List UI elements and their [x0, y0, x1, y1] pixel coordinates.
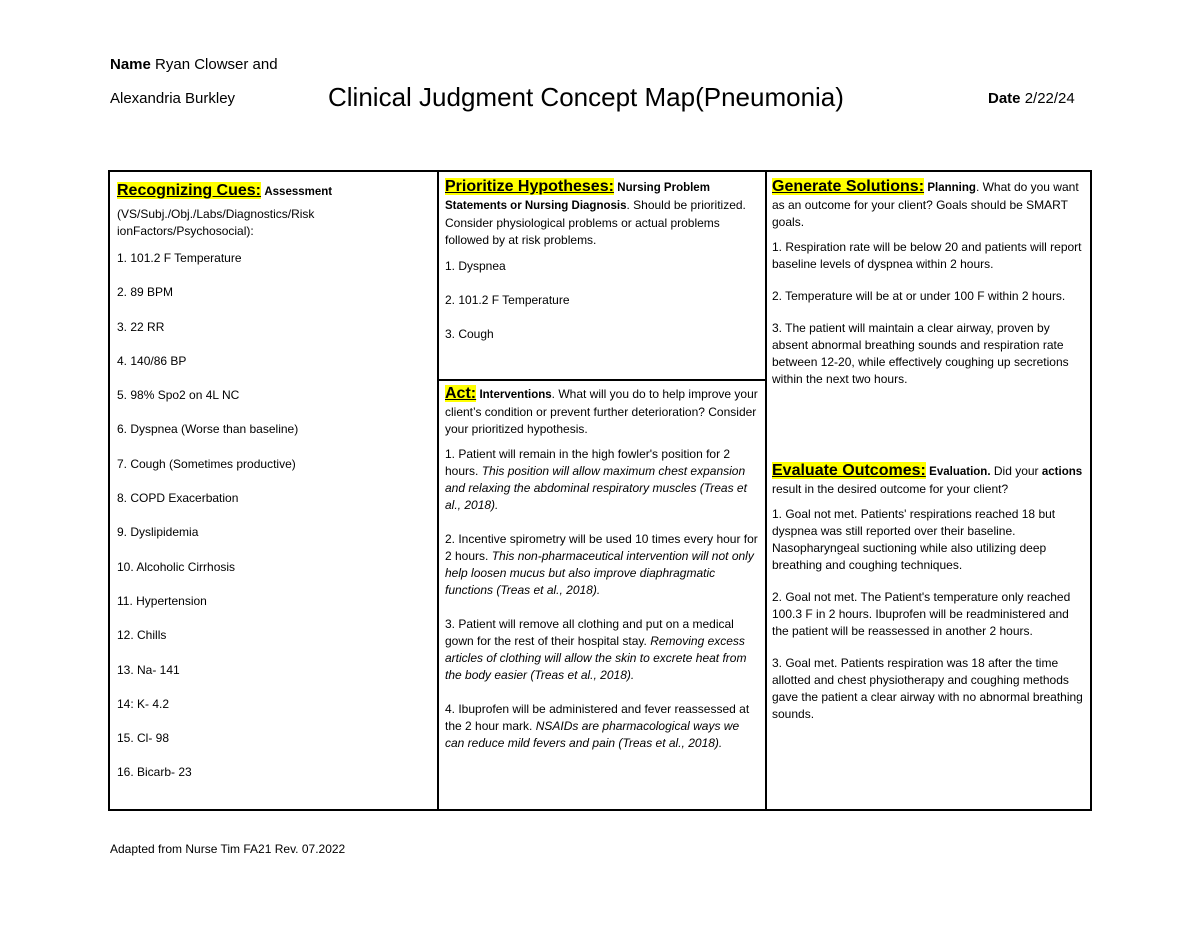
- cues-list: [117, 250, 432, 781]
- evaluate-heading: Evaluate Outcomes:: [772, 462, 926, 479]
- hypothesis-item: 3. Cough: [445, 327, 494, 341]
- generate-heading: Generate Solutions:: [772, 178, 925, 195]
- prioritize-sub: Nursing Problem Statements or Nursing Diagnosis: [445, 182, 710, 212]
- recognizing-cues-desc: (VS/Subj./Obj./Labs/Diagnostics/Risk ionFactors/Psychosocial):: [117, 207, 315, 238]
- act-cell: [445, 385, 761, 752]
- name-label: Name: [110, 56, 151, 73]
- document-title: Clinical Judgment Concept Map(Pneumonia): [328, 82, 844, 112]
- cue-item: 6. Dyspnea (Worse than baseline): [117, 422, 299, 437]
- intervention-text: 4. Ibuprofen will be administered and fever reassessed at the 2 hour mark.: [445, 702, 750, 733]
- name-value: Ryan Clowser and: [155, 56, 278, 73]
- evaluate-desc-post: result in the desired outcome for your client?: [772, 482, 1009, 496]
- cue-item: 16. Bicarb- 23: [117, 765, 192, 780]
- date-value: 2/22/24: [1024, 90, 1075, 107]
- outcome-item: 2. Goal not met. The Patient's temperature only reached 100.3 F in 2 hours. Ibuprofen will be readministered and the patient will be reassessed in another 2 hours.: [772, 590, 1071, 638]
- column-divider-2: [765, 172, 767, 809]
- evaluate-outcomes-cell: [772, 462, 1088, 723]
- generate-desc: . What do you want as an outcome for your client? Goals should be SMART goals.: [772, 180, 1079, 229]
- intervention-item: [445, 446, 761, 514]
- column-divider-1: [437, 172, 439, 809]
- prioritize-desc: . Should be prioritized. Consider physiological problems or actual problems followed by at risk problems.: [445, 198, 746, 247]
- goal-item: 3. The patient will maintain a clear airway, proven by absent abnormal breathing sounds and respiration rate between 12-20, while effectively coughing up secretions within the next two hours.: [772, 321, 1069, 386]
- cue-item: 12. Chills: [117, 628, 167, 643]
- cue-item: 4. 140/86 BP: [117, 353, 187, 368]
- cue-item: 5. 98% Spo2 on 4L NC: [117, 388, 240, 403]
- generate-solutions-cell: [772, 178, 1088, 388]
- intervention-text: 3. Patient will remove all clothing and put on a medical gown for the rest of their hospital stay.: [445, 617, 734, 648]
- generate-sub: Planning: [927, 182, 976, 194]
- intervention-rationale: This non-pharmaceutical intervention will not only help loosen mucus but also improve diaphragmatic functions (Treas et al., 2018).: [445, 549, 754, 597]
- prioritize-hypotheses-cell: [445, 178, 761, 343]
- goals-list: [772, 239, 1088, 388]
- date-line: [988, 90, 1075, 107]
- intervention-rationale: This position will allow maximum chest expansion and relaxing the abdominal respiratory muscles (Treas et al., 2018).: [445, 464, 747, 512]
- cue-item: 15. Cl- 98: [117, 731, 170, 746]
- intervention-item: [445, 531, 761, 599]
- footer-note: Adapted from Nurse Tim FA21 Rev. 07.2022: [110, 842, 346, 856]
- evaluate-desc-bold: actions: [1041, 466, 1083, 478]
- row-divider-middle: [439, 379, 765, 381]
- cue-item: 9. Dyslipidemia: [117, 525, 199, 540]
- cue-item: 13. Na- 141: [117, 662, 180, 677]
- cue-item: 11. Hypertension: [117, 593, 207, 608]
- intervention-rationale: NSAIDs are pharmacological ways we can reduce mild fevers and pain (Treas et al., 2018).: [445, 719, 740, 750]
- outcome-item: 3. Goal met. Patients respiration was 18 after the time allotted and chest physiotherapy and coughing methods gave the patient a clear airway with no abnormal breathing sounds.: [772, 656, 1083, 721]
- cue-item: 2. 89 BPM: [117, 285, 174, 300]
- cue-item: 10. Alcoholic Cirrhosis: [117, 559, 236, 574]
- cue-item: 3. 22 RR: [117, 319, 165, 334]
- cue-item: 8. COPD Exacerbation: [117, 491, 239, 506]
- intervention-rationale: Removing excess articles of clothing will allow the skin to excrete heat from the body easier (Treas et al., 2018).: [445, 634, 747, 682]
- outcome-item: 1. Goal not met. Patients' respirations reached 18 but dyspnea was still reported over their baseline. Nasopharyngeal suctioning while also utilizing deep breathing and coughing techniques.: [772, 507, 1056, 572]
- interventions-list: [445, 446, 761, 752]
- hypotheses-list: [445, 258, 761, 343]
- hypothesis-item: 1. Dyspnea: [445, 259, 506, 273]
- name-value-continued: Alexandria Burkley: [110, 90, 236, 107]
- intervention-item: [445, 616, 761, 684]
- act-heading: Act:: [445, 385, 477, 402]
- cue-item: 7. Cough (Sometimes productive): [117, 456, 296, 471]
- intervention-text: 2. Incentive spirometry will be used 10 times every hour for 2 hours.: [445, 532, 758, 563]
- outcomes-list: [772, 506, 1088, 723]
- cue-item: 14: K- 4.2: [117, 696, 170, 711]
- name-line: [110, 56, 278, 73]
- hypothesis-item: 2. 101.2 F Temperature: [445, 293, 570, 307]
- goal-item: 1. Respiration rate will be below 20 and patients will report baseline levels of dyspnea within 2 hours.: [772, 240, 1082, 271]
- goal-item: 2. Temperature will be at or under 100 F within 2 hours.: [772, 289, 1066, 303]
- evaluate-desc-pre: Did your: [990, 464, 1042, 478]
- recognizing-cues-cell: [117, 182, 432, 781]
- cue-item: 1. 101.2 F Temperature: [117, 251, 242, 265]
- act-desc: . What will you do to help improve your client’s condition or prevent further deterioration? Consider your prioritized hypothesis.: [445, 387, 758, 436]
- evaluate-sub: Evaluation.: [929, 466, 991, 478]
- concept-map-table: [108, 170, 1092, 811]
- prioritize-heading: Prioritize Hypotheses:: [445, 178, 614, 195]
- intervention-item: [445, 701, 761, 752]
- recognizing-cues-sub: Assessment: [264, 186, 333, 198]
- recognizing-cues-heading: Recognizing Cues:: [117, 182, 262, 199]
- intervention-text: 1. Patient will remain in the high fowler's position for 2 hours.: [445, 447, 731, 478]
- act-sub: Interventions: [479, 389, 552, 401]
- date-label: Date: [988, 90, 1021, 107]
